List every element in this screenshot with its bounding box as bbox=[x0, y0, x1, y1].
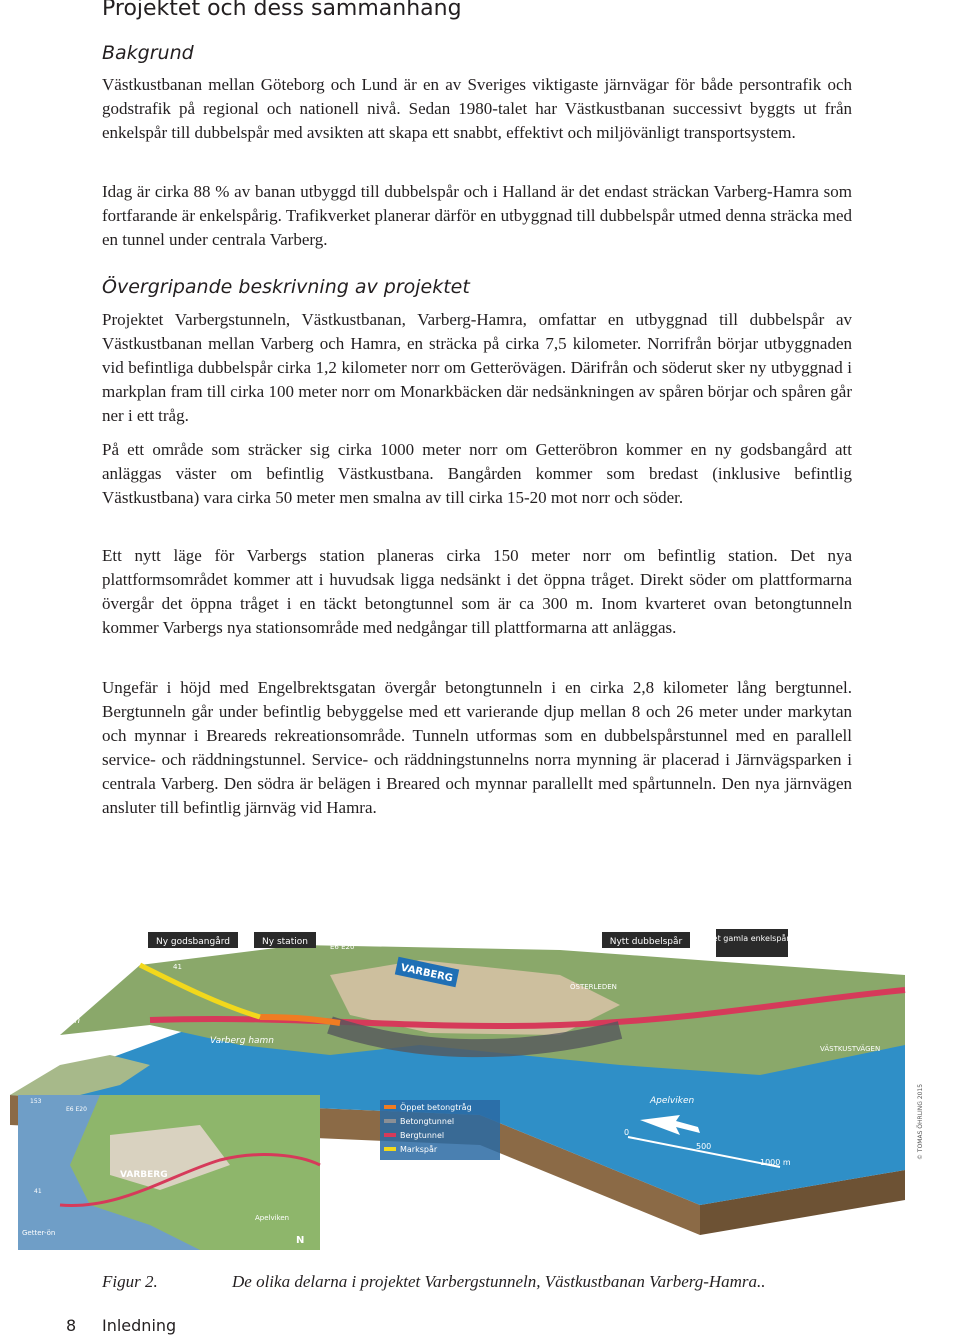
legend bbox=[380, 1100, 500, 1160]
inset-label-road-153: 153 bbox=[30, 1098, 42, 1105]
inset-label-north: N bbox=[296, 1235, 305, 1246]
inset-label-varberg: VARBERG bbox=[120, 1170, 168, 1180]
inset-map bbox=[18, 1095, 320, 1250]
figure-caption-label: Figur 2. bbox=[102, 1272, 158, 1291]
legend-label-3: Markspår bbox=[400, 1145, 438, 1154]
label-osterleden: ÖSTERLEDEN bbox=[570, 983, 617, 991]
legend-swatch-1 bbox=[384, 1119, 396, 1123]
svg-text:Ny godsbangård: Ny godsbangård bbox=[156, 937, 230, 947]
section-title-beskrivning: Övergripande beskrivning av projektet bbox=[102, 276, 470, 298]
legend-swatch-0 bbox=[384, 1105, 396, 1109]
label-getteron: Getterön bbox=[40, 1016, 81, 1026]
inset-label-road-e6: E6 E20 bbox=[66, 1106, 87, 1113]
legend-swatch-2 bbox=[384, 1133, 396, 1137]
paragraph-bakgrund-2: Idag är cirka 88 % av banan utbyggd till dubbelspår och i Halland är det endast sträckan Varberg-Hamra som fortfarande är enkelspårig. Trafikverket planerar därför en utbyggnad till dubbelspår utmed denna sträcka med en tunnel under centrala Varberg. bbox=[102, 182, 852, 249]
paragraph-beskrivning-2: På ett område som sträcker sig cirka 1000 meter norr om Getteröbron kommer en ny godsbangård att anläggas väster om befintlig Västkustbana. Bangården kommer som bredast (inklusive befintlig Västkustbana) vara cirka 50 meter men smalna av till cirka 15-20 mot norr och söder. bbox=[102, 440, 852, 507]
svg-text:Ny station: Ny station bbox=[262, 937, 308, 947]
callout-godsbangard bbox=[148, 932, 238, 948]
svg-text:Nytt dubbelspår: Nytt dubbelspår bbox=[609, 937, 683, 947]
scale-label-zero: 0 bbox=[624, 1128, 630, 1137]
label-road-41: 41 bbox=[173, 963, 182, 971]
legend-label-0: Öppet betongtråg bbox=[400, 1103, 472, 1112]
paragraph-beskrivning-4: Ungefär i höjd med Engelbrektsgatan övergår betongtunneln i en cirka 2,8 kilometer lång bergtunnel. Bergtunneln går under befintlig bebyggelse med ett varierande djup mellan 8 och 26 meter under markytan och mynnar i Breareds rekreationsområde. Tunneln utformas som en dubbelspårstunnel med en parallell service- och räddningstunnel. Service- och räddningstunnelns norra mynning är placerad i Järnvägsparken i centrala Varberg. Den södra är belägen i Breared och mynnar parallellt med spårtunneln. Den nya järnvägen ansluter till befintlig järnväg vid Hamra. bbox=[102, 678, 852, 817]
label-varberg-hamn: Varberg hamn bbox=[210, 1036, 275, 1046]
svg-text:Det gamla enkelspåret: Det gamla enkelspåret bbox=[706, 934, 798, 943]
scale-label-mid: 500 bbox=[696, 1142, 712, 1151]
legend-label-1: Betongtunnel bbox=[400, 1117, 455, 1126]
illustration-svg bbox=[0, 905, 960, 1260]
page-number: 8 bbox=[66, 1316, 77, 1335]
inset-label-road-41: 41 bbox=[34, 1188, 42, 1195]
inset-label-getteron: Getter-ön bbox=[22, 1229, 56, 1237]
label-apelviken: Apelviken bbox=[650, 1096, 695, 1106]
callout-enkelsparet bbox=[706, 929, 797, 957]
paragraph-beskrivning-1: Projektet Varbergstunneln, Västkustbanan, Varberg-Hamra, omfattar en utbyggnad till dubbelspår av Västkustbanan mellan Varberg och Hamra, en sträcka på cirka 7,5 kilometer. Norrifrån börjar utbyggnaden vid befintliga dubbelspår cirka 1,2 kilometer norr om Getterövägen. Därifrån och söderut sker ny utbyggnad i markplan fram till cirka 100 meter norr om Monarkbäcken där nedsänkningen av spåren börjar och spåren går ner i ett tråg. bbox=[102, 310, 852, 425]
paragraph-beskrivning-3: Ett nytt läge för Varbergs station planeras cirka 150 meter norr om befintlig station. Det nya plattformsområdet kommer att i huvudsak ligga nedsänkt i det öppna tråget. Direkt söder om plattformarna övergår det öppna tråget i en täckt betongtunnel som är ca 300 m. Inom kvarteret ovan betongtunneln kommer Varbergs nya stationsområde med nedgångar till plattformarna att anläggas. bbox=[102, 546, 852, 637]
label-road-e6: E6 E20 bbox=[330, 943, 355, 951]
figure-caption-text: De olika delarna i projektet Varbergstunneln, Västkustbanan Varberg-Hamra.. bbox=[232, 1272, 766, 1291]
svg-text:VARBERG: VARBERG bbox=[399, 962, 454, 985]
paragraph-bakgrund-1: Västkustbanan mellan Göteborg och Lund är en av Sveriges viktigaste järnvägar för både persontrafik och godstrafik på regional och nationell nivå. Sedan 1980-talet har Västkustbanan successivt byggts ut från enkelspår till dubbelspår med avsikten att skapa ett snabbt, effektivt och miljövänligt transportsystem. bbox=[102, 75, 852, 142]
footer-section: Inledning bbox=[102, 1316, 177, 1335]
legend-swatch-3 bbox=[384, 1147, 396, 1151]
callout-station bbox=[254, 932, 316, 948]
label-vastkustvagen: VÄSTKUSTVÄGEN bbox=[820, 1045, 881, 1053]
project-illustration bbox=[0, 905, 960, 1260]
inset-label-apelviken: Apelviken bbox=[255, 1214, 290, 1222]
callout-dubbelspar bbox=[602, 932, 690, 948]
section-title-bakgrund: Bakgrund bbox=[102, 42, 194, 64]
image-credit: © TOMAS ÖHRLING 2015 bbox=[917, 1083, 924, 1160]
page-heading: Projektet och dess sammanhang bbox=[102, 0, 462, 21]
scale-label-end: 1000 m bbox=[760, 1158, 791, 1167]
legend-label-2: Bergtunnel bbox=[400, 1131, 445, 1140]
label-road-153: 153 bbox=[360, 937, 374, 945]
